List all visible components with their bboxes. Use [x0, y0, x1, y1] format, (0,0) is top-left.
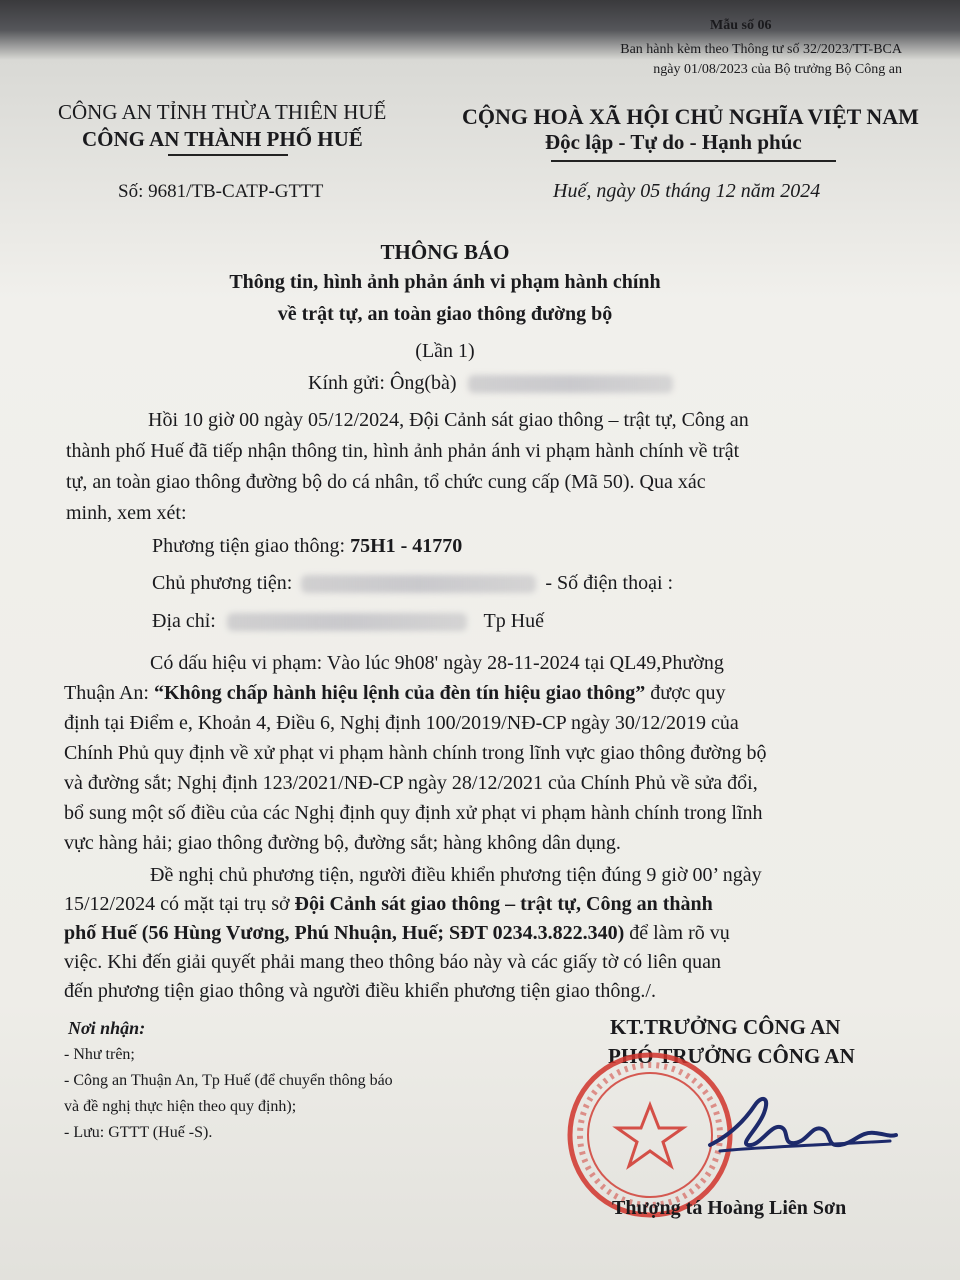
greeting	[308, 372, 673, 395]
signature-title-2: PHÓ TRƯỞNG CÔNG AN	[608, 1044, 855, 1068]
request-date: 15/12/2024 có mặt tại trụ sở	[64, 893, 295, 915]
parent-organization: CÔNG AN TỈNH THỪA THIÊN HUẾ	[58, 100, 387, 124]
recipients-heading: Nơi nhận:	[68, 1018, 146, 1038]
violation-offense: “Không chấp hành hiệu lệnh của đèn tín hiệu giao thông”	[154, 682, 646, 704]
document-subtitle-1: Thông tin, hình ảnh phản ánh vi phạm hành chính	[229, 271, 661, 293]
recipient-item: - Công an Thuận An, Tp Huế (để chuyển thông báo	[64, 1072, 393, 1089]
phone-label: - Số điện thoại :	[545, 572, 674, 594]
notice-round: (Lần 1)	[415, 340, 475, 362]
motto-underline	[551, 160, 836, 162]
recipient-item: - Lưu: GTTT (Huế -S).	[64, 1124, 213, 1141]
body-paragraph-1-line-2: thành phố Huế đã tiếp nhận thông tin, hình ảnh phản ánh vi phạm hành chính về trật	[66, 440, 740, 462]
form-number: Mẫu số 06	[710, 18, 772, 33]
violation-line-1: Có dấu hiệu vi phạm: Vào lúc 9h08' ngày 28-11-2024 tại QL49,Phường	[150, 652, 724, 674]
request-line-5: đến phương tiện giao thông và người điều khiển phương tiện giao thông./.	[64, 980, 656, 1002]
body-paragraph-1-line-3: tự, an toàn giao thông đường bộ do cá nhân, tổ chức cung cấp (Mã 50). Qua xác	[66, 471, 706, 493]
national-motto: Độc lập - Tự do - Hạnh phúc	[545, 130, 802, 154]
address-city: Tp Huế	[483, 610, 545, 632]
recipient-item: và đề nghị thực hiện theo quy định);	[64, 1098, 297, 1115]
vehicle-label: Phương tiện giao thông:	[152, 535, 351, 557]
address-label: Địa chỉ:	[152, 610, 216, 632]
redacted-owner	[301, 575, 536, 593]
vehicle-plate: 75H1 - 41770	[350, 535, 463, 557]
violation-ward: Thuận An:	[64, 682, 154, 704]
violation-line-7: vực hàng hải; giao thông đường bộ, đường sắt; hàng không dân dụng.	[64, 832, 621, 854]
org-underline	[168, 154, 288, 156]
greeting-label: Kính gửi: Ông(bà)	[308, 372, 457, 394]
violation-line-4: Chính Phủ quy định về xử phạt vi phạm hành chính trong lĩnh vực giao thông đường bộ	[64, 742, 767, 764]
document-title: THÔNG BÁO	[380, 240, 510, 264]
document-subtitle-2: về trật tự, an toàn giao thông đường bộ	[277, 303, 613, 325]
request-line-1: Đề nghị chủ phương tiện, người điều khiển phương tiện đúng 9 giờ 00’ ngày	[150, 864, 762, 886]
request-line-2	[64, 889, 713, 920]
issuing-unit: CÔNG AN THÀNH PHỐ HUẾ	[82, 127, 363, 151]
request-line-4: việc. Khi đến giải quyết phải mang theo thông báo này và các giấy tờ có liên quan	[64, 951, 722, 973]
violation-line-3: định tại Điểm e, Khoản 4, Điều 6, Nghị định 100/2019/NĐ-CP ngày 30/12/2019 của	[64, 712, 739, 734]
document-number: Số: 9681/TB-CATP-GTTT	[118, 181, 324, 202]
recipient-item: - Như trên;	[64, 1046, 135, 1063]
circular-reference	[502, 40, 902, 80]
redacted-name	[468, 375, 673, 393]
request-line-3-tail: để làm rõ vụ	[624, 922, 730, 944]
violation-line-2	[64, 678, 726, 709]
signature-title-1: KT.TRƯỞNG CÔNG AN	[610, 1015, 841, 1039]
request-office: Đội Cảnh sát giao thông – trật tự, Công an thành	[294, 893, 713, 915]
date-line: Huế, ngày 05 tháng 12 năm 2024	[553, 180, 821, 202]
handwritten-signature-icon	[700, 1085, 900, 1165]
body-paragraph-1-line-1: Hồi 10 giờ 00 ngày 05/12/2024, Đội Cảnh sát giao thông – trật tự, Công an	[148, 409, 749, 431]
redacted-address	[227, 613, 467, 631]
violation-line-6: bổ sung một số điều của các Nghị định quy định xử phạt vi phạm hành chính trong lĩnh	[64, 802, 763, 824]
national-title: CỘNG HOÀ XÃ HỘI CHỦ NGHĨA VIỆT NAM	[462, 104, 919, 129]
body-paragraph-1-line-4: minh, xem xét:	[66, 502, 187, 524]
violation-line-2-tail: được quy	[645, 682, 726, 704]
request-address: phố Huế (56 Hùng Vương, Phú Nhuận, Huế; SĐT 0234.3.822.340)	[64, 922, 625, 944]
owner-line	[152, 568, 673, 599]
request-line-3	[64, 918, 730, 949]
circular-line-1: Ban hành kèm theo Thông tư số 32/2023/TT-BCA	[620, 42, 902, 57]
violation-line-5: và đường sắt; Nghị định 123/2021/NĐ-CP ngày 28/12/2021 của Chính Phủ về sửa đổi,	[64, 772, 758, 794]
address-line	[152, 606, 544, 637]
circular-line-2: ngày 01/08/2023 của Bộ trưởng Bộ Công an	[653, 62, 902, 77]
owner-label: Chủ phương tiện:	[152, 572, 293, 594]
signer-name: Thượng tá Hoàng Liên Sơn	[612, 1197, 847, 1219]
vehicle-line	[152, 531, 462, 562]
